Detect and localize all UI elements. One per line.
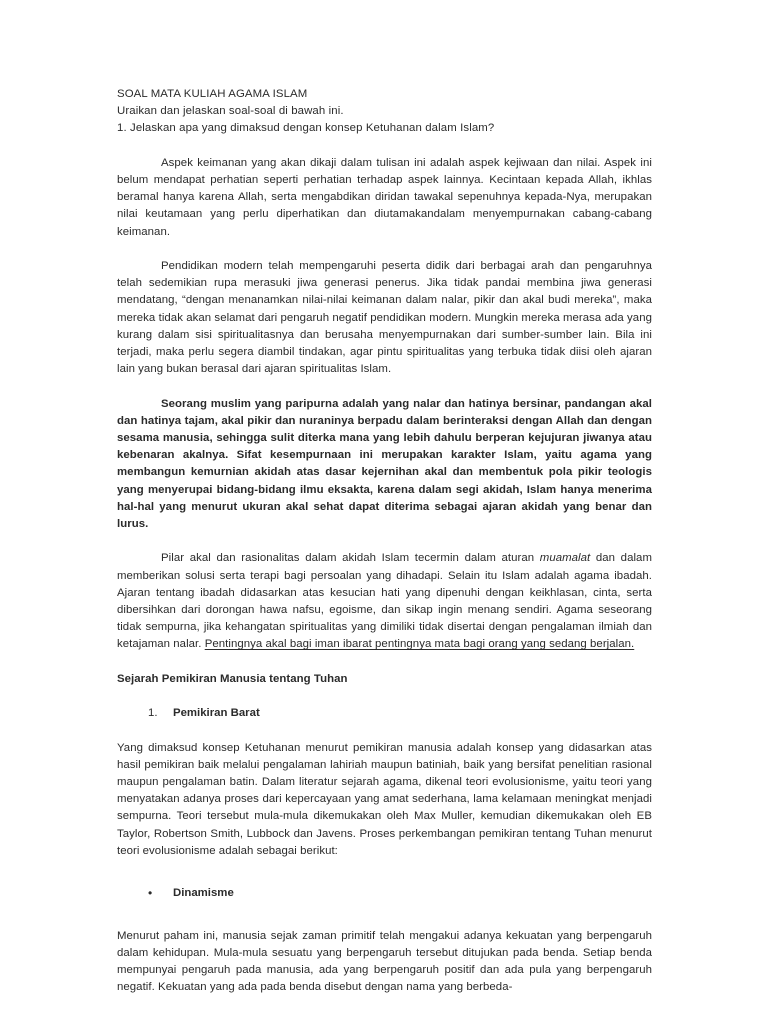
- numbered-list-item-pemikiran-barat: [117, 705, 652, 722]
- paragraph-menurut-paham-ini: Menurut paham ini, manusia sejak zaman primitif telah mengakui adanya kekuatan yang berpengaruh dalam kehidupan. Mula-mula sesuatu yang berpengaruh tersebut ditujukan pada benda. Setiap benda mempunyai pengaruh pada manusia, ada yang berpengaruh positif dan ada pula yang berpengaruh negatif. Kekuatan yang ada pada benda disebut dengan nama yang berbeda-: [117, 929, 652, 994]
- paragraph-pendidikan-modern: Pendidikan modern telah mempengaruhi peserta didik dari berbagai arah dan pengaruhnya telah sedemikian rupa merasuki jiwa generasi penerus. Jika tidak pandai membina jiwa generasi mendatang, “dengan menanamkan nilai-nilai keimanan dalam nalar, pikir dan akal budi mereka”, maka mereka tidak akan selamat dari pengaruh negatif pendidikan modern. Mungkin mereka merasa ada yang kurang dalam sisi spiritualitasnya dan berusaha menyempurnakan dari sumber-sumber lain. Bila ini terjadi, maka perlu segera diambil tindakan, agar pintu spiritualitas yang terbuka tidak diisi oleh ajaran lain yang bukan berasal dari ajaran spiritualitas Islam.: [117, 260, 652, 376]
- spacer: [117, 920, 652, 928]
- spacer: [117, 902, 652, 919]
- bullet-list-item-dinamisme: [117, 885, 652, 902]
- paragraph-pilar-akal: [117, 550, 652, 653]
- paragraph-konsep-ketuhanan: Yang dimaksud konsep Ketuhanan menurut pemikiran manusia adalah konsep yang didasarkan atas hasil pemikiran baik melalui pengalaman lahiriah maupun batiniah, baik yang bersifat penelitian rasional maupun pengalaman batin. Dalam literatur sejarah agama, dikenal teori evolusionisme, yaitu teori yang menyatakan adanya proses dari kepercayaan yang amat sederhana, lama kelamaan meningkat menjadi sempurna. Teori tersebut mula-mula dikemukakan oleh Max Muller, kemudian dikemukakan oleh EB Taylor, Robertson Smith, Lubbock dan Javens. Proses perkembangan pemikiran tentang Tuhan menurut teori evolusionisme adalah sebagai berikut:: [117, 741, 652, 857]
- list-item-label: Pemikiran Barat: [173, 707, 260, 720]
- term-muamalat: muamalat: [539, 552, 591, 565]
- spacer: [117, 860, 652, 877]
- spacer: [117, 654, 652, 671]
- paragraph-aspek-keimanan: Aspek keimanan yang akan dikaji dalam tulisan ini adalah aspek kejiwaan dan nilai. Aspek ini belum mendapat perhatian seperti perhatian terhadap aspek lainnya. Kecintaan kepada Allah, ikhlas beramal hanya karena Allah, serta mengabdikan diridan tawakal sepenuhnya kepada-Nya, merupakan nilai keutamaan yang perlu diperhatikan dan diutamakandalam menyempurnakan cabang-cabang keimanan.: [117, 156, 652, 238]
- spacer: [117, 533, 652, 550]
- question-line-1: 1. Jelaskan apa yang dimaksud dengan konsep Ketuhanan dalam Islam?: [117, 122, 495, 135]
- section-heading-sejarah-pemikiran: Sejarah Pemikiran Manusia tentang Tuhan: [117, 672, 348, 685]
- spacer: [117, 722, 652, 739]
- spacer: [117, 241, 652, 258]
- spacer: [117, 138, 652, 155]
- list-item-label: Dinamisme: [173, 887, 234, 900]
- spacer: [117, 688, 652, 705]
- paragraph-seorang-muslim-bold: Seorang muslim yang paripurna adalah yang nalar dan hatinya bersinar, pandangan akal dan hatinya tajam, akal pikir dan nuraninya berpadu dalam berinteraksi dengan Allah dan dengan sesama manusia, sehingga sulit diterka mana yang lebih dahulu berperan kejujuran jiwanya atau kebenaran akalnya. Sifat kesempurnaan ini merupakan karakter Islam, yaitu agama yang membangun kemurnian akidah atas dasar kejernihan akal dan membentuk pola pikir teologis yang menyerupai bidang-bidang ilmu eksakta, karena dalam segi akidah, Islam hanya menerima hal-hal yang menurut ukuran akal sehat dapat diterima sebagai ajaran akidah yang benar dan lurus.: [117, 397, 652, 531]
- instruction-line: Uraikan dan jelaskan soal-soal di bawah ini.: [117, 105, 344, 118]
- list-number-marker: 1.: [148, 707, 158, 720]
- underlined-statement: Pentingnya akal bagi iman ibarat pentingnya mata bagi orang yang sedang berjalan.: [204, 638, 635, 651]
- document-title: SOAL MATA KULIAH AGAMA ISLAM: [117, 88, 308, 100]
- document-body: [117, 86, 652, 996]
- bullet-icon: •: [148, 886, 153, 901]
- spacer: [117, 877, 652, 885]
- paragraph-pilar-akal-part1: Pilar akal dan rasionalitas dalam akidah Islam tecermin dalam aturan: [161, 552, 540, 565]
- spacer: [117, 378, 652, 395]
- paragraph-pilar-akal-part2: dan dalam memberikan solusi serta terapi bagi persoalan yang dihadapi. Selain itu Islam adalah agama ibadah. Ajaran tentang ibadah didasarkan atas kesucian hati yang dipenuhi dengan keikhlasan, cinta, serta dibersihkan dari dorongan hawa nafsu, egoisme, dan sikap ingin menang sendiri. Agama seseorang tidak sempurna, jika kehangatan spiritualitas yang dimiliki tidak disertai dengan pengalaman ilmiah dan ketajaman nalar.: [117, 552, 652, 651]
